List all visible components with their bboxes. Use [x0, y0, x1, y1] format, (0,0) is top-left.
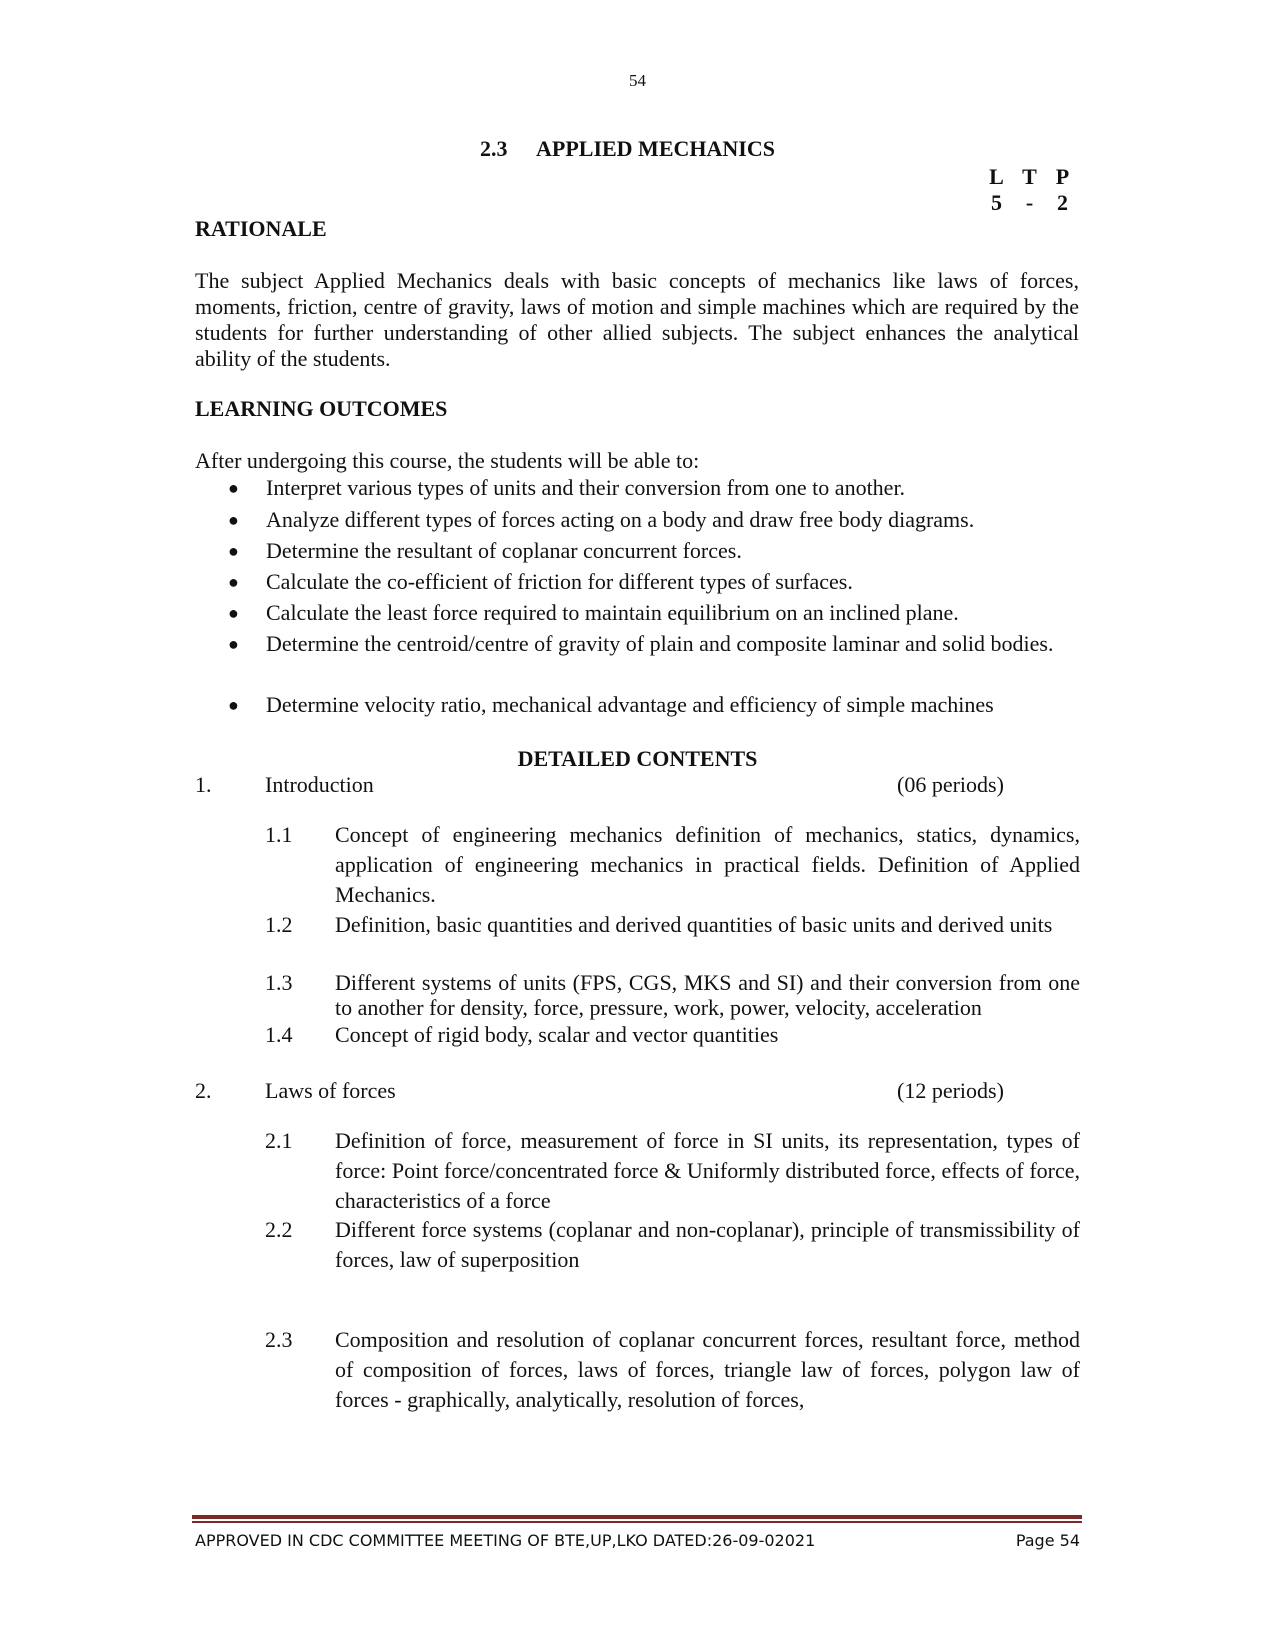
unit-heading	[195, 1076, 1080, 1106]
ltp-header-p: P	[1055, 164, 1070, 189]
ltp-value-p: 2	[1057, 190, 1068, 215]
topic-text: Definition, basic quantities and derived quantities of basic units and derived units	[335, 912, 1053, 937]
list-item: ● Determine the centroid/centre of gravity of plain and composite laminar and solid bodies.	[228, 629, 1080, 659]
topic-text: Concept of engineering mechanics definition of mechanics, statics, dynamics, application of engineering mechanics in practical fields. Definition of Applied Mechanics.	[335, 822, 1080, 907]
topic-item	[265, 970, 1080, 1020]
footer-approval-text: APPROVED IN CDC COMMITTEE MEETING OF BTE,UP,LKO DATED:26-09-02021	[195, 1531, 816, 1550]
ltp-header-row	[980, 164, 1080, 190]
bullet-icon: ●	[228, 695, 239, 715]
detailed-contents-heading: DETAILED CONTENTS	[517, 746, 758, 771]
bullet-icon: ●	[228, 510, 239, 530]
ltp-header-t: T	[1022, 164, 1037, 189]
section-number: 2.3	[480, 136, 508, 161]
unit-periods: (12 periods)	[897, 1078, 1004, 1103]
list-item: ● Interpret various types of units and their conversion from one to another.	[228, 473, 1080, 503]
topic-item	[265, 820, 1080, 910]
bullet-icon: ●	[228, 478, 239, 498]
topic-item	[265, 1020, 1080, 1050]
topic-number: 2.3	[265, 1327, 293, 1352]
list-item: ● Determine velocity ratio, mechanical advantage and efficiency of simple machines	[228, 690, 1080, 720]
learning-outcomes-heading: LEARNING OUTCOMES	[195, 396, 448, 421]
section-title	[480, 134, 775, 164]
rationale-heading: RATIONALE	[195, 216, 327, 241]
topic-number: 1.1	[265, 822, 293, 847]
topic-number: 2.2	[265, 1217, 293, 1242]
topic-text: Concept of rigid body, scalar and vector quantities	[335, 1022, 779, 1047]
list-item: ● Determine the resultant of coplanar concurrent forces.	[228, 536, 1080, 566]
unit-number: 1.	[195, 772, 212, 797]
unit-title: Laws of forces	[265, 1078, 396, 1103]
topic-text: Different force systems (coplanar and non-coplanar), principle of transmissibility of forces, law of superposition	[335, 1217, 1080, 1272]
page-number: 54	[629, 71, 646, 90]
bullet-icon: ●	[228, 634, 239, 654]
list-item: ● Analyze different types of forces acting on a body and draw free body diagrams.	[228, 505, 1080, 535]
topic-item	[265, 1126, 1080, 1216]
list-item: ● Calculate the co-efficient of friction for different types of surfaces.	[228, 567, 1080, 597]
list-item: ● Calculate the least force required to maintain equilibrium on an inclined plane.	[228, 598, 1080, 628]
topic-item	[265, 910, 1080, 940]
topic-text: Definition of force, measurement of force in SI units, its representation, types of force: Point force/concentrated force & Uniformly distributed force, effects of force, characteristics of a force	[335, 1128, 1080, 1213]
learning-outcomes-intro: After undergoing this course, the students will be able to:	[195, 448, 700, 473]
topic-item	[265, 1215, 1080, 1275]
page-footer	[195, 1530, 1080, 1552]
topic-number: 2.1	[265, 1128, 293, 1153]
topic-text: Different systems of units (FPS, CGS, MKS and SI) and their conversion from one to another for density, force, pressure, work, power, velocity, acceleration	[335, 970, 1080, 1020]
bullet-icon: ●	[228, 541, 239, 561]
topic-item	[265, 1325, 1080, 1415]
ltp-value-t: -	[1025, 190, 1034, 215]
unit-number: 2.	[195, 1078, 212, 1103]
unit-title: Introduction	[265, 772, 374, 797]
unit-heading	[195, 770, 1080, 800]
ltp-value-row	[980, 190, 1080, 216]
topic-number: 1.2	[265, 912, 293, 937]
topic-number: 1.3	[265, 970, 293, 995]
footer-page-label: Page 54	[1015, 1531, 1080, 1550]
bullet-icon: ●	[228, 603, 239, 623]
unit-periods: (06 periods)	[897, 772, 1004, 797]
section-title-text: APPLIED MECHANICS	[536, 136, 775, 161]
ltp-header-l: L	[989, 164, 1004, 189]
bullet-icon: ●	[228, 572, 239, 592]
rationale-text: The subject Applied Mechanics deals with basic concepts of mechanics like laws of forces, moments, friction, centre of gravity, laws of motion and simple machines which are required by the students for further understanding of other allied subjects. The subject enhances the analytical ability of the students.	[195, 268, 1079, 371]
topic-number: 1.4	[265, 1022, 293, 1047]
footer-divider	[192, 1521, 1082, 1523]
footer-divider	[192, 1515, 1082, 1519]
ltp-value-l: 5	[991, 190, 1002, 215]
topic-text: Composition and resolution of coplanar concurrent forces, resultant force, method of composition of forces, laws of forces, triangle law of forces, polygon law of forces - graphically, analytically, resolution of forces,	[335, 1327, 1080, 1412]
